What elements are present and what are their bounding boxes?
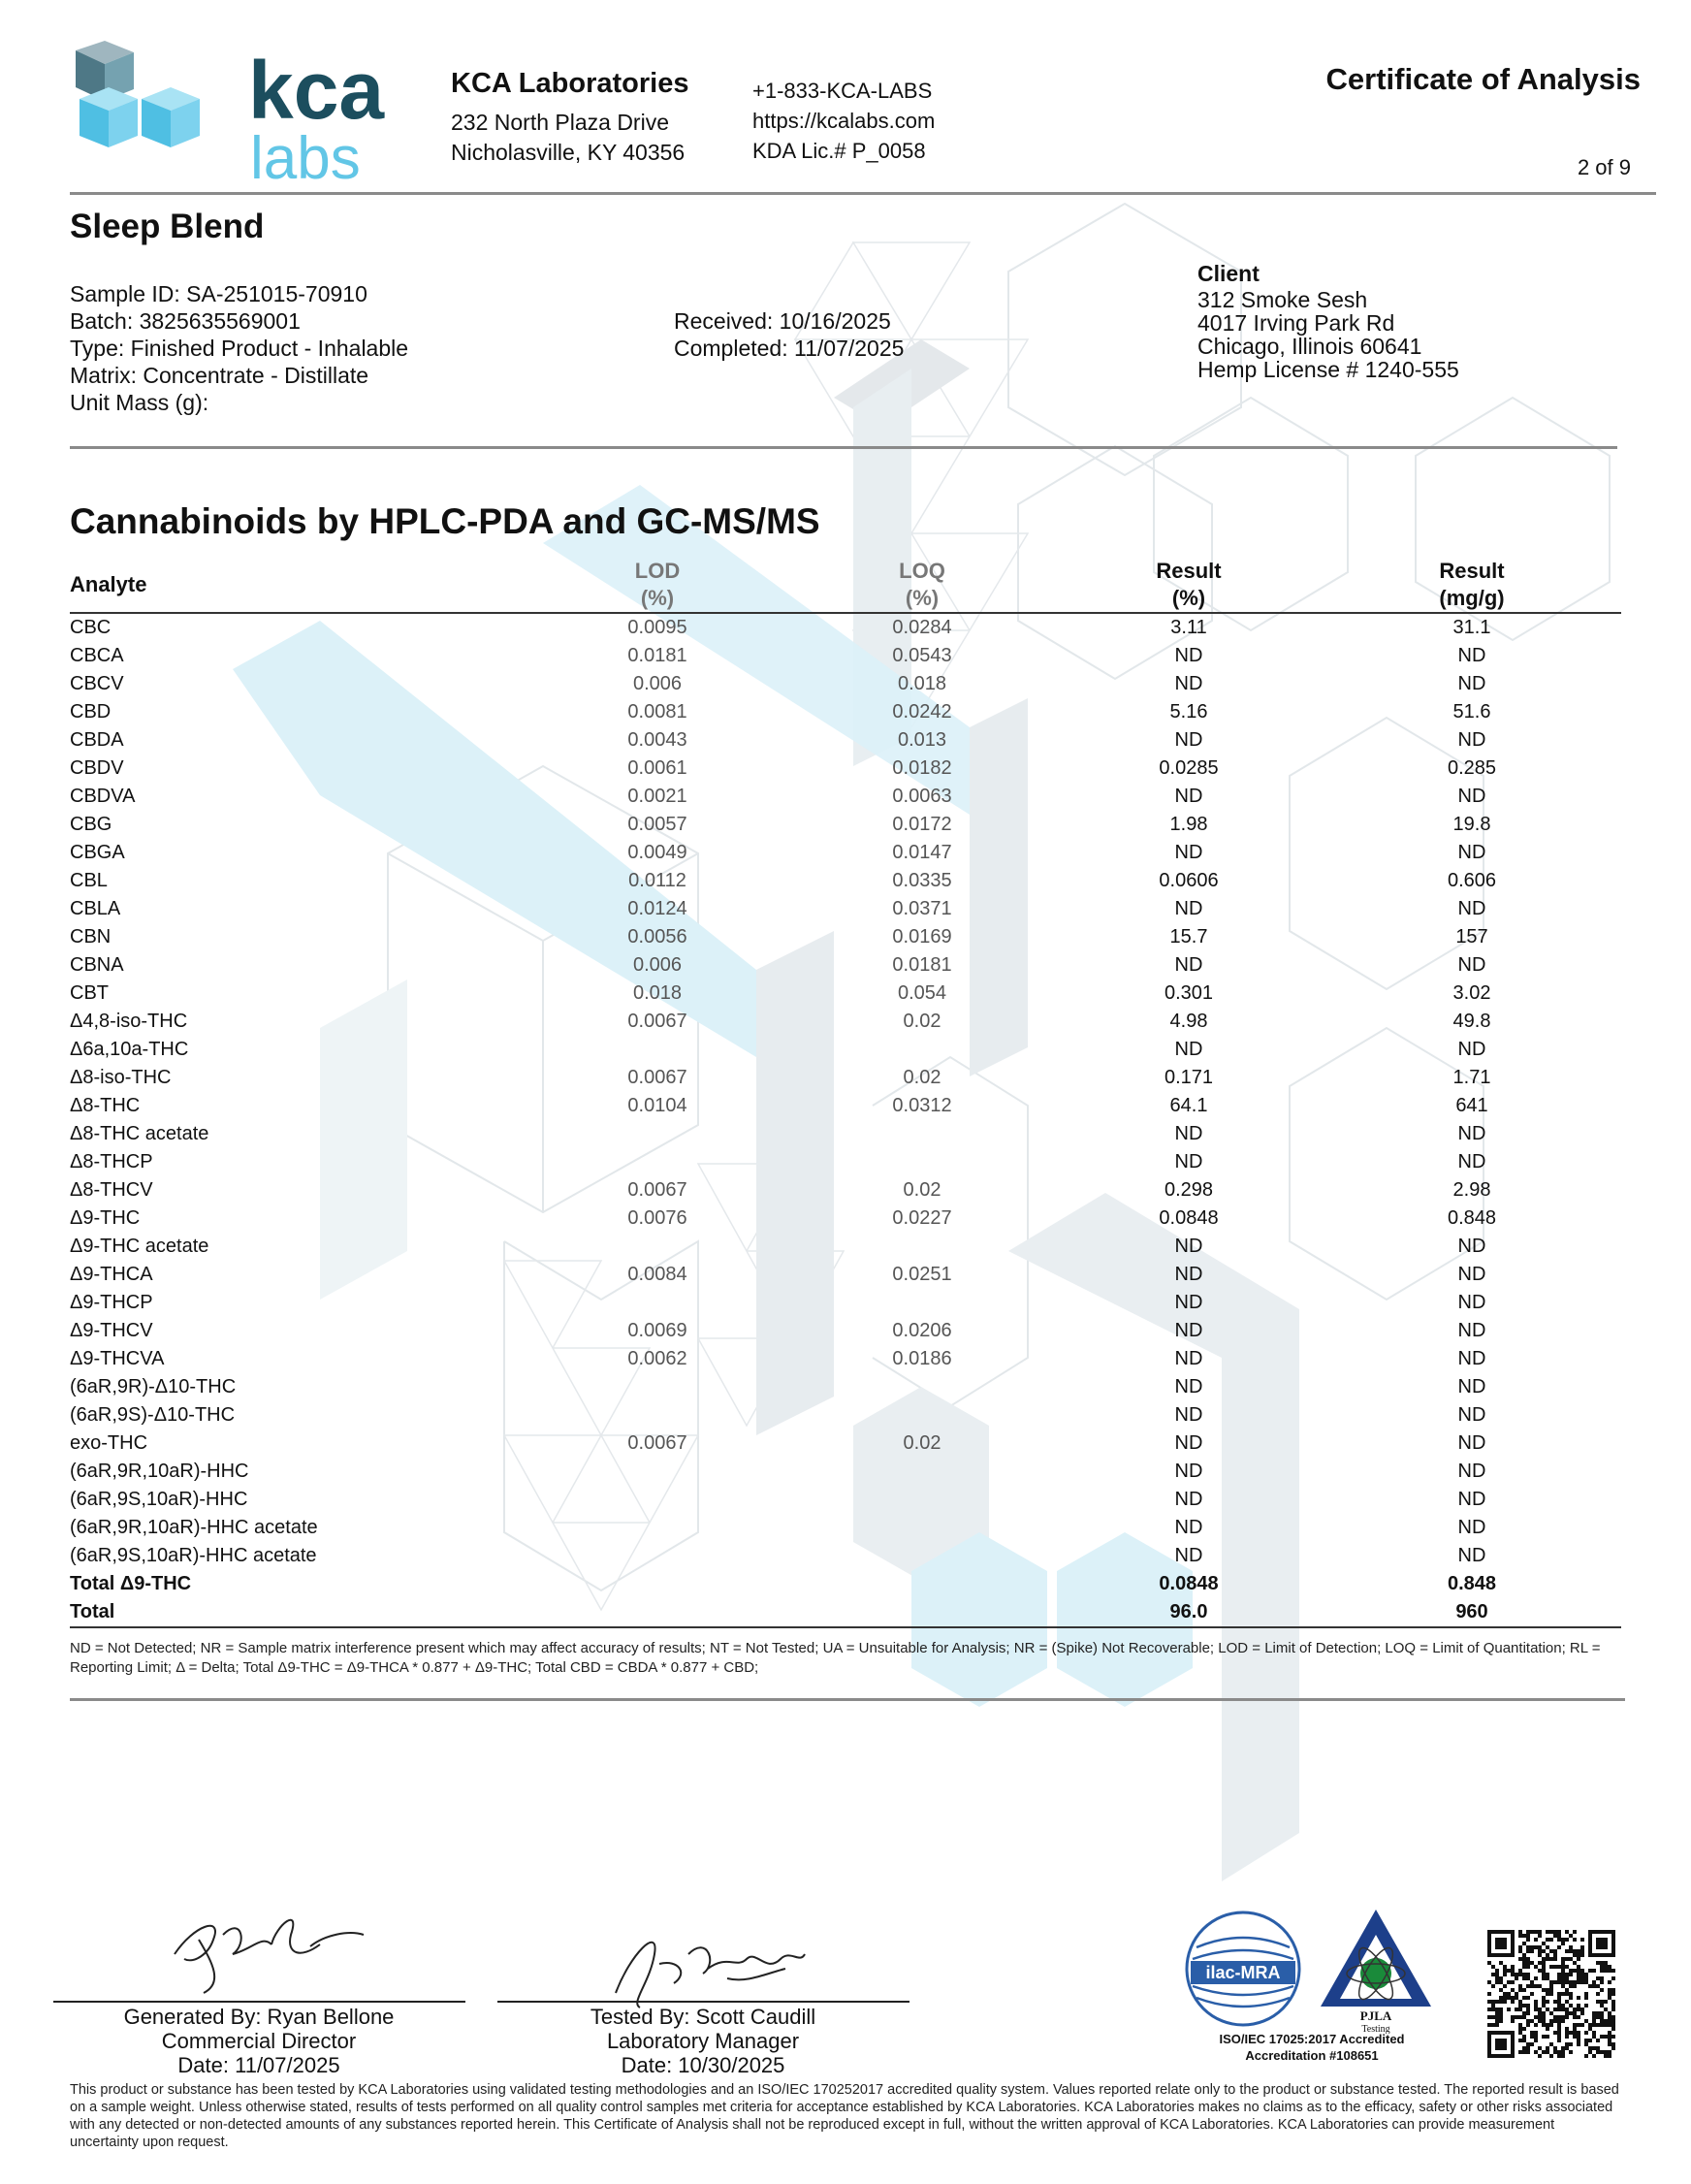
cell-analyte: (6aR,9S,10aR)-HHC — [70, 1489, 248, 1510]
cell-loq — [789, 1570, 1055, 1598]
cell-analyte: CBL — [70, 870, 108, 891]
cell-result-pct: ND — [1174, 1517, 1203, 1538]
table-header-row — [70, 558, 1621, 613]
sample-dates — [674, 307, 904, 362]
cell-lod: 0.0081 — [627, 701, 687, 723]
signature-ryan-bellone — [155, 1896, 368, 1998]
svg-text:labs: labs — [250, 125, 361, 186]
cell-result-mg: ND — [1457, 786, 1486, 807]
cell-lod — [526, 1233, 789, 1261]
cell-result-mg: 157 — [1455, 926, 1488, 947]
cell-lod: 0.0084 — [627, 1264, 687, 1285]
cell-result-pct: ND — [1174, 1236, 1203, 1257]
table-row — [70, 923, 1621, 951]
lab-website[interactable]: https://kcalabs.com — [752, 109, 936, 133]
total-row — [70, 1598, 1621, 1627]
table-row — [70, 1289, 1621, 1317]
client-info — [1197, 262, 1459, 381]
cell-lod: 0.0061 — [627, 757, 687, 779]
cannabinoid-table — [70, 558, 1621, 1628]
col-result-pct-label: Result — [1156, 559, 1222, 583]
cell-analyte: CBLA — [70, 898, 121, 919]
cell-result-mg: 0.848 — [1447, 1207, 1497, 1229]
cell-result-mg: ND — [1457, 1236, 1486, 1257]
svg-text:kca: kca — [248, 45, 385, 136]
table-row — [70, 1261, 1621, 1289]
signature-scott-caudill — [601, 1915, 814, 2012]
col-result-mg — [1323, 558, 1621, 613]
cell-lod — [526, 1514, 789, 1542]
signature-line-generated — [53, 2001, 465, 2003]
lab-address — [451, 108, 685, 168]
cell-loq: 0.0206 — [892, 1320, 952, 1341]
table-row — [70, 1317, 1621, 1345]
cell-analyte: CBNA — [70, 954, 124, 976]
cell-analyte: Δ9-THCP — [70, 1292, 153, 1313]
cell-result-pct: 0.0848 — [1159, 1573, 1219, 1594]
cell-result-pct: 0.171 — [1164, 1067, 1214, 1088]
cell-analyte: (6aR,9R,10aR)-HHC acetate — [70, 1517, 318, 1538]
table-row — [70, 642, 1621, 670]
cell-result-mg: 19.8 — [1452, 814, 1491, 835]
cell-lod: 0.0076 — [627, 1207, 687, 1229]
cell-result-mg: ND — [1457, 1404, 1486, 1426]
cell-analyte: CBG — [70, 814, 112, 835]
cell-result-pct: 0.0848 — [1159, 1207, 1219, 1229]
cell-result-pct: ND — [1174, 1461, 1203, 1482]
cell-lod: 0.0067 — [627, 1179, 687, 1201]
cell-loq: 0.013 — [897, 729, 947, 751]
table-row — [70, 755, 1621, 783]
cell-loq — [789, 1233, 1055, 1261]
cell-result-mg: 2.98 — [1452, 1179, 1491, 1201]
cell-result-pct: ND — [1174, 1320, 1203, 1341]
cell-result-mg: ND — [1457, 1545, 1486, 1566]
cell-result-mg: 51.6 — [1452, 701, 1491, 723]
cell-loq — [789, 1401, 1055, 1429]
cell-lod: 0.006 — [632, 954, 683, 976]
cell-loq — [789, 1373, 1055, 1401]
cell-loq — [789, 1120, 1055, 1148]
document-title: Certificate of Analysis — [1325, 62, 1641, 96]
cell-lod — [526, 1373, 789, 1401]
col-lod-unit: (%) — [640, 586, 675, 610]
cell-loq: 0.0186 — [892, 1348, 952, 1369]
info-divider — [70, 446, 1617, 449]
cell-result-mg: ND — [1457, 842, 1486, 863]
cell-result-pct: ND — [1174, 645, 1203, 666]
sample-matrix: Matrix: Concentrate - Distillate — [70, 363, 369, 388]
cell-analyte: Δ4,8-iso-THC — [70, 1011, 188, 1032]
cell-lod: 0.006 — [632, 673, 683, 694]
cell-result-pct: 0.0285 — [1159, 757, 1219, 779]
table-row — [70, 1429, 1621, 1458]
generated-by-date: Date: 11/07/2025 — [177, 2053, 340, 2077]
cell-result-mg: 960 — [1323, 1598, 1621, 1627]
cell-result-mg: 641 — [1455, 1095, 1488, 1116]
batch-number: Batch: 3825635569001 — [70, 308, 301, 334]
cell-analyte: Δ8-THC — [70, 1095, 141, 1116]
cell-loq: 0.0227 — [892, 1207, 952, 1229]
col-lod — [526, 558, 789, 613]
cell-lod — [526, 1598, 789, 1627]
section-title: Cannabinoids by HPLC-PDA and GC-MS/MS — [70, 501, 820, 541]
cell-loq — [789, 1289, 1055, 1317]
cell-analyte: Δ6a,10a-THC — [70, 1039, 189, 1060]
cell-lod — [526, 1458, 789, 1486]
table-row — [70, 1458, 1621, 1486]
cell-result-pct: ND — [1174, 729, 1203, 751]
cell-result-pct: ND — [1174, 1039, 1203, 1060]
cell-analyte: Δ8-THCP — [70, 1151, 153, 1172]
table-footnote: ND = Not Detected; NR = Sample matrix interference present which may affect accuracy of results; NT = Not Tested; UA = Unsuitable for Analysis; NR = (Spike) Not Recoverable; LOD = Limit of Detection; LOQ = Limit of Quantitation; RL = Reporting Limit; Δ = Delta; Total Δ9-THC = Δ9-THCA * 0.877 + Δ9-THC; Total CBD = CBDA * 0.877 + CBD; — [70, 1640, 1601, 1676]
cell-result-pct: 0.0606 — [1159, 870, 1219, 891]
cell-analyte: Δ9-THCA — [70, 1264, 153, 1285]
logo-cube-right — [142, 87, 200, 147]
cell-lod: 0.0057 — [627, 814, 687, 835]
cell-result-mg: ND — [1457, 1461, 1486, 1482]
cell-analyte: exo-THC — [70, 1432, 148, 1454]
client-city: Chicago, Illinois 60641 — [1197, 334, 1422, 359]
cell-result-pct: 5.16 — [1169, 701, 1208, 723]
table-row — [70, 1148, 1621, 1176]
cell-result-pct: 1.98 — [1169, 814, 1208, 835]
qr-code[interactable] — [1487, 1930, 1615, 2058]
table-row — [70, 1036, 1621, 1064]
cell-result-mg: 3.02 — [1452, 982, 1491, 1004]
cell-loq: 0.0371 — [892, 898, 952, 919]
cell-analyte: Δ9-THCVA — [70, 1348, 165, 1369]
cell-result-mg: ND — [1457, 1123, 1486, 1144]
cell-result-mg: ND — [1457, 1039, 1486, 1060]
client-license: Hemp License # 1240-555 — [1197, 357, 1459, 382]
cell-analyte: (6aR,9S,10aR)-HHC acetate — [70, 1545, 317, 1566]
received-date: Received: 10/16/2025 — [674, 308, 891, 334]
cell-lod — [526, 1120, 789, 1148]
table-row — [70, 1486, 1621, 1514]
table-row — [70, 1064, 1621, 1092]
ilac-mra-logo — [1181, 1909, 1305, 2029]
table-row — [70, 1120, 1621, 1148]
cell-loq — [789, 1148, 1055, 1176]
cell-loq — [789, 1486, 1055, 1514]
cell-analyte: (6aR,9R)-Δ10-THC — [70, 1376, 237, 1397]
cell-loq: 0.0242 — [892, 701, 952, 723]
cell-result-pct: 64.1 — [1169, 1095, 1208, 1116]
table-row — [70, 895, 1621, 923]
table-row — [70, 1092, 1621, 1120]
cell-analyte: CBC — [70, 617, 112, 638]
cell-result-mg: 0.848 — [1447, 1573, 1497, 1594]
cell-result-pct: ND — [1174, 1151, 1203, 1172]
cell-loq — [789, 1514, 1055, 1542]
cell-result-pct: ND — [1174, 842, 1203, 863]
cell-result-pct: ND — [1174, 954, 1203, 976]
cell-loq: 0.018 — [897, 673, 947, 694]
generated-by-name: Generated By: Ryan Bellone — [123, 2005, 395, 2029]
cell-loq: 0.0147 — [892, 842, 952, 863]
product-name: Sleep Blend — [70, 208, 265, 245]
cell-loq — [789, 1036, 1055, 1064]
cell-analyte: CBDV — [70, 757, 124, 779]
cell-lod — [526, 1036, 789, 1064]
completed-date: Completed: 11/07/2025 — [674, 336, 905, 361]
cell-result-pct: 4.98 — [1169, 1011, 1208, 1032]
col-result-pct-unit: (%) — [1171, 586, 1206, 610]
lab-address-line2: Nicholasville, KY 40356 — [451, 140, 686, 165]
cell-result-mg: ND — [1457, 1489, 1486, 1510]
cell-result-pct: ND — [1174, 1376, 1203, 1397]
cell-analyte: CBD — [70, 701, 112, 723]
kca-labs-logo — [47, 41, 415, 186]
table-row — [70, 1176, 1621, 1204]
table-row — [70, 951, 1621, 980]
cell-analyte: (6aR,9S)-Δ10-THC — [70, 1404, 236, 1426]
logo-cube-left — [80, 87, 138, 147]
cell-result-pct: 96.0 — [1055, 1598, 1323, 1627]
col-result-pct — [1055, 558, 1323, 613]
cell-result-mg: 1.71 — [1452, 1067, 1491, 1088]
cell-lod: 0.0067 — [627, 1432, 687, 1454]
table-row — [70, 1233, 1621, 1261]
cell-loq — [789, 1542, 1055, 1570]
accreditation-text — [1181, 2031, 1443, 2064]
cell-lod: 0.0021 — [627, 786, 687, 807]
header-divider — [70, 192, 1656, 195]
cell-result-mg: ND — [1457, 1151, 1486, 1172]
cell-loq: 0.0181 — [892, 954, 952, 976]
col-lod-label: LOD — [634, 559, 681, 583]
table-row — [70, 1401, 1621, 1429]
cell-analyte: CBT — [70, 982, 109, 1004]
cell-result-mg: ND — [1457, 1264, 1486, 1285]
col-loq-unit: (%) — [905, 586, 940, 610]
table-row — [70, 839, 1621, 867]
cell-loq: 0.0172 — [892, 814, 952, 835]
cell-lod: 0.0062 — [627, 1348, 687, 1369]
table-row — [70, 1373, 1621, 1401]
cell-analyte: Δ9-THC acetate — [70, 1236, 209, 1257]
tested-by-title: Laboratory Manager — [606, 2029, 800, 2053]
cell-result-mg: ND — [1457, 1376, 1486, 1397]
cell-result-pct: ND — [1174, 1123, 1203, 1144]
col-loq — [789, 558, 1055, 613]
cell-analyte: CBN — [70, 926, 112, 947]
table-row — [70, 867, 1621, 895]
cell-loq — [789, 1458, 1055, 1486]
cell-result-mg: 31.1 — [1452, 617, 1491, 638]
cell-result-mg: 49.8 — [1452, 1011, 1491, 1032]
cell-result-mg: ND — [1457, 1348, 1486, 1369]
cell-analyte: Δ8-THCV — [70, 1179, 153, 1201]
cell-analyte: Δ8-THC acetate — [70, 1123, 209, 1144]
cell-loq: 0.02 — [903, 1011, 941, 1032]
tested-by-date: Date: 10/30/2025 — [621, 2053, 785, 2077]
table-body — [70, 613, 1621, 1627]
cell-result-pct: 0.301 — [1164, 982, 1214, 1004]
accreditation-line1: ISO/IEC 17025:2017 Accredited — [1219, 2032, 1405, 2046]
cell-loq: 0.02 — [903, 1067, 941, 1088]
cell-result-mg: ND — [1457, 729, 1486, 751]
cell-result-mg: ND — [1457, 645, 1486, 666]
col-result-mg-unit: (mg/g) — [1439, 586, 1505, 610]
cell-analyte: CBCV — [70, 673, 124, 694]
col-result-mg-label: Result — [1439, 559, 1505, 583]
table-row — [70, 1514, 1621, 1542]
cell-loq: 0.0063 — [892, 786, 952, 807]
tested-by-block — [499, 2005, 907, 2077]
cell-analyte: CBGA — [70, 842, 125, 863]
cell-lod: 0.0049 — [627, 842, 687, 863]
cell-lod: 0.0067 — [627, 1067, 687, 1088]
accreditation-line2: Accreditation #108651 — [1245, 2048, 1379, 2063]
cell-result-pct: ND — [1174, 1292, 1203, 1313]
lab-license: KDA Lic.# P_0058 — [752, 139, 926, 163]
client-street: 4017 Irving Park Rd — [1197, 310, 1395, 336]
tested-by-name: Tested By: Scott Caudill — [590, 2005, 816, 2029]
cell-result-mg: ND — [1457, 954, 1486, 976]
cell-analyte: Total Δ9-THC — [70, 1573, 192, 1594]
sample-type: Type: Finished Product - Inhalable — [70, 336, 409, 361]
cell-lod: 0.0095 — [627, 617, 687, 638]
table-row — [70, 613, 1621, 642]
cell-analyte: Total — [70, 1598, 526, 1627]
cell-result-pct: ND — [1174, 1404, 1203, 1426]
cell-result-mg: ND — [1457, 898, 1486, 919]
cell-lod — [526, 1289, 789, 1317]
cell-lod: 0.0104 — [627, 1095, 687, 1116]
cell-loq: 0.0543 — [892, 645, 952, 666]
cell-result-pct: ND — [1174, 673, 1203, 694]
cell-result-pct: ND — [1174, 1348, 1203, 1369]
cell-lod: 0.0043 — [627, 729, 687, 751]
generated-by-title: Commercial Director — [161, 2029, 357, 2053]
cell-lod: 0.0056 — [627, 926, 687, 947]
lab-name: KCA Laboratories — [451, 68, 689, 99]
cell-result-pct: 3.11 — [1170, 617, 1207, 638]
cell-analyte: (6aR,9R,10aR)-HHC — [70, 1461, 249, 1482]
cell-lod: 0.0067 — [627, 1011, 687, 1032]
lab-contact — [752, 76, 935, 166]
footnote-divider — [70, 1698, 1625, 1701]
cell-lod — [526, 1542, 789, 1570]
cell-lod: 0.0069 — [627, 1320, 687, 1341]
cell-result-mg: ND — [1457, 1432, 1486, 1454]
cell-lod: 0.018 — [632, 982, 683, 1004]
cell-lod — [526, 1401, 789, 1429]
cell-result-mg: ND — [1457, 1517, 1486, 1538]
table-row — [70, 1345, 1621, 1373]
cell-loq: 0.0284 — [892, 617, 952, 638]
cell-loq: 0.02 — [903, 1179, 941, 1201]
total-row — [70, 1570, 1621, 1598]
pjla-text: PJLA — [1359, 2008, 1392, 2023]
cell-loq: 0.054 — [897, 982, 947, 1004]
generated-by-block — [55, 2005, 463, 2077]
cell-result-pct: ND — [1174, 898, 1203, 919]
table-row — [70, 726, 1621, 755]
cell-result-pct: ND — [1174, 1545, 1203, 1566]
cell-lod — [526, 1570, 789, 1598]
cell-lod: 0.0112 — [628, 870, 686, 891]
cell-lod: 0.0124 — [627, 898, 687, 919]
cell-analyte: CBCA — [70, 645, 124, 666]
sample-info — [70, 280, 408, 416]
cell-analyte: CBDA — [70, 729, 124, 751]
cell-result-pct: ND — [1174, 1264, 1203, 1285]
lab-phone: +1-833-KCA-LABS — [752, 79, 933, 103]
cell-loq: 0.02 — [903, 1432, 941, 1454]
cell-result-pct: ND — [1174, 786, 1203, 807]
cell-analyte: Δ9-THCV — [70, 1320, 153, 1341]
pjla-logo — [1317, 1906, 1435, 2034]
table-row — [70, 980, 1621, 1008]
cell-loq — [789, 1598, 1055, 1627]
pjla-sub: Testing — [1361, 2024, 1390, 2034]
table-row — [70, 670, 1621, 698]
cell-analyte: CBDVA — [70, 786, 136, 807]
cell-loq: 0.0335 — [892, 870, 952, 891]
client-heading: Client — [1197, 261, 1260, 286]
col-analyte: Analyte — [70, 558, 526, 613]
disclaimer: This product or substance has been tested by KCA Laboratories using validated testing methodologies and an ISO/IEC 170252017 accredited quality system. Values reported relate only to the product or substance tested. The reported result is based on a sample weight. Unless otherwise stated, results of tests performed on all quality control samples met criteria for acceptance established by KCA Laboratories. KCA Laboratories makes no claims as to the efficacy, safety or other risks associated with any detected or non-detected amounts of any substances reported herein. This Certificate of Analysis shall not be reproduced except in full, without the written approval of KCA Laboratories. KCA Laboratories can provide measurement uncertainty upon request. — [70, 2082, 1619, 2150]
cell-result-pct: ND — [1174, 1432, 1203, 1454]
cell-loq: 0.0169 — [892, 926, 952, 947]
unit-mass: Unit Mass (g): — [70, 390, 209, 415]
cell-result-mg: ND — [1457, 1292, 1486, 1313]
page-number: 2 of 9 — [1577, 155, 1631, 179]
cell-result-pct: ND — [1174, 1489, 1203, 1510]
cell-lod — [526, 1486, 789, 1514]
col-loq-label: LOQ — [899, 559, 945, 583]
table-row — [70, 1008, 1621, 1036]
table-row — [70, 811, 1621, 839]
client-name: 312 Smoke Sesh — [1197, 287, 1368, 312]
sample-id: Sample ID: SA-251015-70910 — [70, 281, 367, 306]
cell-loq: 0.0312 — [892, 1095, 952, 1116]
table-row — [70, 1204, 1621, 1233]
cell-loq: 0.0251 — [892, 1264, 952, 1285]
cell-lod — [526, 1148, 789, 1176]
cell-result-mg: ND — [1457, 1320, 1486, 1341]
cell-result-mg: 0.285 — [1447, 757, 1497, 779]
cell-analyte: Δ9-THC — [70, 1207, 141, 1229]
table-row — [70, 783, 1621, 811]
cell-result-pct: 0.298 — [1164, 1179, 1214, 1201]
signature-line-tested — [497, 2001, 909, 2003]
cell-lod: 0.0181 — [627, 645, 687, 666]
cell-loq: 0.0182 — [892, 757, 952, 779]
ilac-text: ilac-MRA — [1205, 1963, 1281, 1982]
table-row — [70, 1542, 1621, 1570]
cell-result-mg: 0.606 — [1447, 870, 1497, 891]
lab-address-line1: 232 North Plaza Drive — [451, 110, 669, 135]
table-row — [70, 698, 1621, 726]
cell-analyte: Δ8-iso-THC — [70, 1067, 172, 1088]
cell-result-pct: 15.7 — [1169, 926, 1208, 947]
cell-result-mg: ND — [1457, 673, 1486, 694]
